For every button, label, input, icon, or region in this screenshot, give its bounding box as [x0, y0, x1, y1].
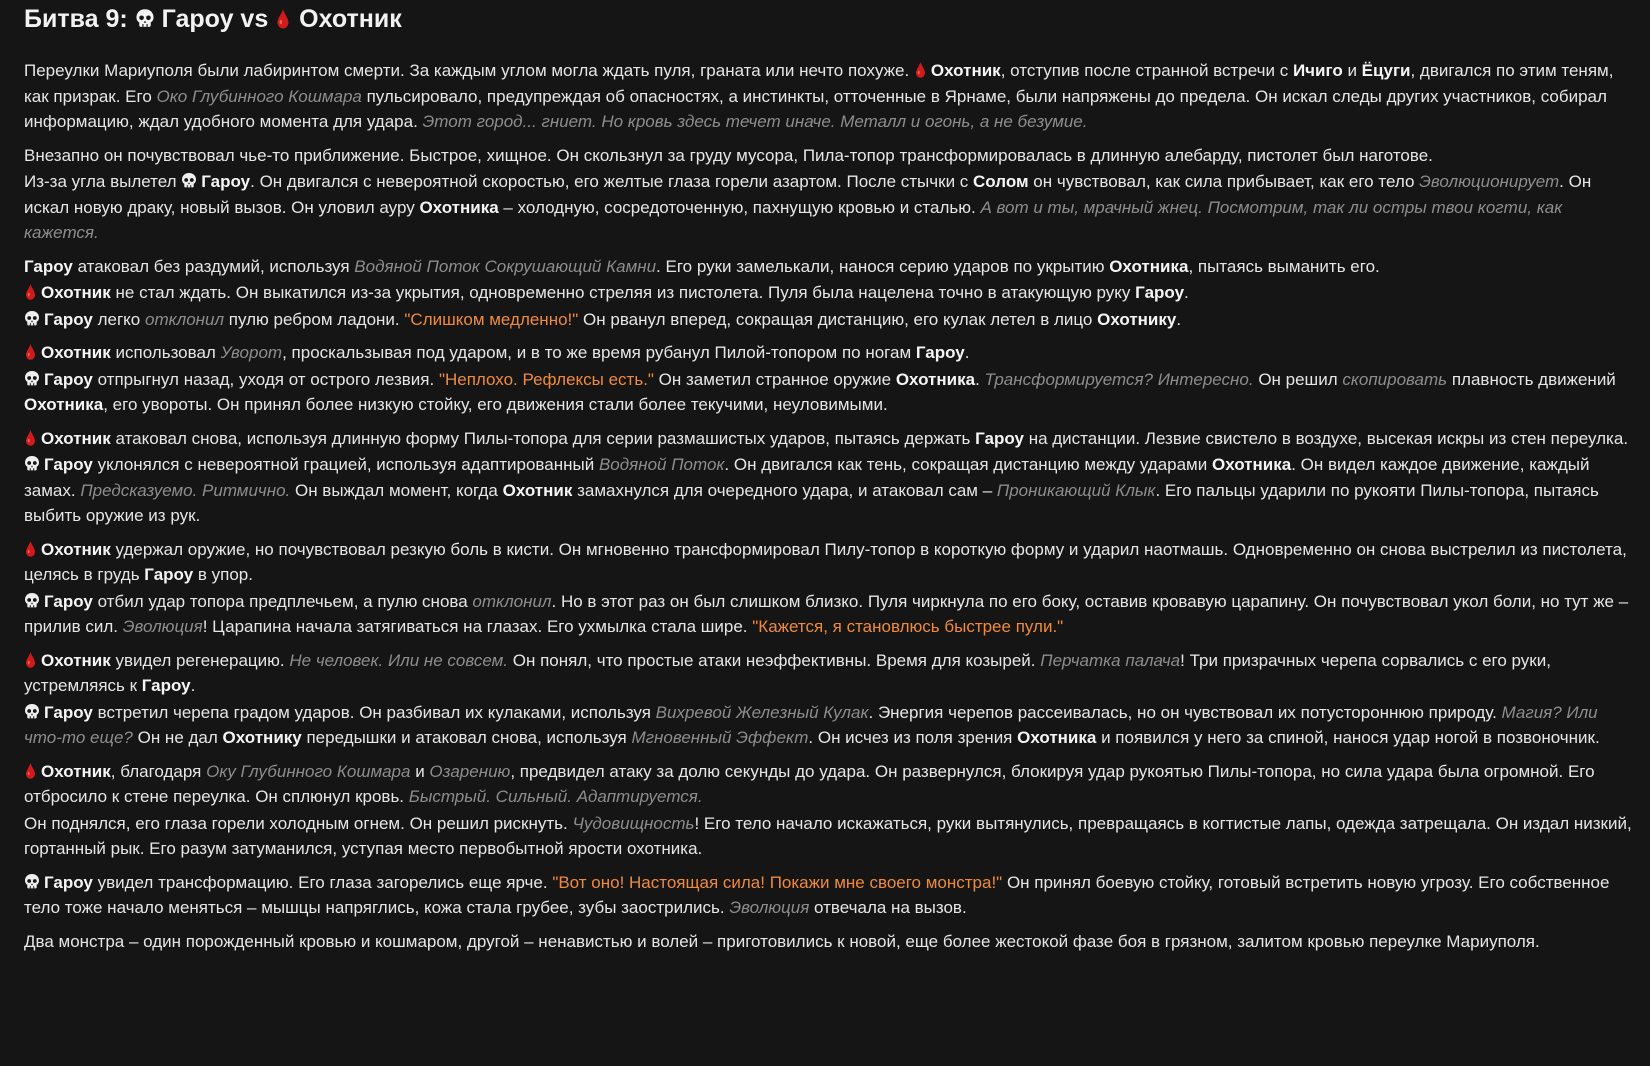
battle-paragraph — [24, 340, 1632, 366]
text-span: увидел трансформацию. Его глаза загорелись еще ярче. — [92, 872, 553, 892]
character-name: Гароу — [44, 369, 93, 389]
battle-paragraph — [24, 307, 1632, 333]
battle-paragraph — [24, 254, 1632, 280]
text-span: . — [964, 343, 970, 362]
character-name: Ичиго — [1292, 61, 1343, 80]
text-span: , пытаясь выманить его. — [1188, 256, 1380, 276]
text-span: в упор. — [193, 565, 253, 584]
blood-drop-icon — [24, 540, 37, 558]
text-span: Он рванул вперед, сокращая дистанцию, его кулак летел в лицо — [578, 309, 1098, 329]
battle-paragraph — [24, 280, 1632, 306]
text-span: , предвидел атаку за долю секунды до удара. Он развернулся, блокируя удар рукоятью Пилы-топора, но сила удара была огромной. Его отбросило к стене переулка. Он сплюнул кровь. — [24, 761, 1595, 806]
title-prefix: Битва 9: — [24, 5, 135, 33]
text-span: Внезапно он почувствовал чье-то приближение. Быстрое, хищное. Он скользнул за груду мусора, Пила-топор трансформировалась в длинную алебарду, пистолет был наготове. — [24, 145, 1433, 165]
character-name: Охотника — [1109, 256, 1189, 276]
italic-text: Предсказуемо. Ритмично. — [80, 480, 291, 500]
italic-text: Проникающий Клык — [996, 480, 1156, 500]
battle-paragraph — [24, 589, 1632, 640]
text-span: ! Три призрачных черепа сорвались с его руки, устремляясь к — [24, 650, 1551, 695]
italic-text: Вихревой Железный Кулак — [655, 702, 869, 722]
text-span: замахнулся для очередного удара, и атаковал сам – — [572, 480, 997, 500]
character-name: Гароу — [975, 428, 1024, 448]
battle-paragraph — [24, 759, 1632, 810]
italic-text: Этот город... гниет. Но кровь здесь течет иначе. Металл и огонь, а не безумие. — [422, 112, 1088, 131]
battle-paragraph — [24, 58, 1632, 135]
blood-drop-icon — [24, 429, 37, 447]
blood-drop-icon — [24, 283, 37, 301]
text-span: . — [190, 676, 196, 695]
character-name: Охотник — [930, 61, 1001, 80]
skull-icon — [24, 370, 40, 388]
character-name: Охотник — [41, 428, 111, 448]
blood-drop-icon — [24, 651, 37, 669]
italic-text: Озарению — [429, 761, 511, 781]
italic-text: Эволюция — [122, 617, 203, 636]
skull-icon — [24, 310, 40, 328]
battle-paragraph — [24, 700, 1632, 751]
blood-drop-icon — [24, 762, 37, 780]
character-name: Гароу — [44, 455, 93, 474]
italic-text: Мгновенный Эффект — [631, 728, 809, 747]
battle-paragraph — [24, 169, 1632, 246]
character-name: Гароу — [915, 343, 965, 362]
character-name: Охотник — [41, 539, 111, 559]
character-name: Охотник — [41, 761, 111, 781]
text-span: он чувствовал, как сила прибывает, как его тело — [1028, 172, 1420, 191]
text-span: плавность движений — [1447, 369, 1616, 389]
battle-paragraph — [24, 426, 1632, 452]
text-span: , отступив после странной встречи с — [1000, 61, 1293, 80]
character-name: Солом — [973, 172, 1029, 191]
blood-drop-icon — [24, 343, 37, 361]
text-span: . Он видел каждое движение, каждый замах. — [24, 455, 1590, 500]
character-name: Охотника — [895, 369, 976, 389]
skull-icon — [24, 592, 40, 610]
text-span: Он понял, что простые атаки неэффективны. Время для козырей. — [508, 650, 1041, 670]
italic-text: Водяной Поток Сокрушающий Камни — [354, 256, 657, 276]
text-span: Переулки Мариуполя были лабиринтом смерти. За каждым углом могла ждать пуля, граната или нечто похуже. — [24, 61, 914, 80]
italic-text: Перчатка палача — [1040, 650, 1181, 670]
character-name: Гароу — [144, 565, 194, 584]
blood-drop-icon — [914, 61, 927, 79]
text-span: атаковал снова, используя длинную форму Пилы-топора для серии размашистых ударов, пытаясь держать — [110, 428, 976, 448]
text-span: , двигался по этим теням, как призрак. Его — [24, 61, 1614, 106]
text-span: уклонялся с невероятной грацией, используя адаптированный — [92, 455, 599, 474]
character-name: Охотник — [41, 650, 111, 670]
character-name: Охотнику — [1097, 309, 1177, 329]
text-span: Два монстра – один порожденный кровью и кошмаром, другой – ненавистью и волей – приготовились к новой, еще более жестокой фазе боя в грязном, залитом кровью переулке Мариуполя. — [24, 931, 1540, 951]
text-span: . Он двигался как тень, сокращая дистанцию между ударами — [724, 455, 1212, 474]
title-fighter-a: Гароу vs — [161, 5, 269, 33]
character-name: Ёцуги — [1361, 61, 1411, 80]
text-span: Он решил — [1253, 369, 1343, 389]
quote-text: "Вот оно! Настоящая сила! Покажи мне своего монстра!" — [552, 872, 1003, 892]
character-name: Охотника — [24, 395, 104, 414]
text-span: . — [1184, 283, 1189, 302]
character-name: Охотника — [1211, 455, 1292, 474]
text-span: . Но в этот раз он был слишком близко. Пуля чиркнула по его боку, оставив кровавую царапину. Он почувствовал укол боли, но тут же – прилив сил. — [24, 591, 1629, 636]
skull-icon — [135, 5, 151, 23]
text-span: использовал — [110, 343, 221, 362]
character-name: Охотник — [502, 480, 573, 500]
italic-text: А вот и ты, мрачный жнец. Посмотрим, так ли остры твои когти, как кажется. — [24, 197, 1563, 242]
italic-text: скопировать — [1342, 369, 1448, 389]
italic-text: Трансформируется? Интересно. — [984, 369, 1254, 389]
skull-icon — [181, 172, 197, 190]
battle-paragraphs — [24, 58, 1632, 954]
quote-text: "Кажется, я становлюсь быстрее пули." — [752, 617, 1064, 636]
text-span: , его увороты. Он принял более низкую стойку, его движения стали более текучими, неуловимыми. — [103, 395, 888, 414]
italic-text: отклонил — [472, 591, 552, 611]
text-span: атаковал без раздумий, используя — [72, 256, 355, 276]
text-span: . Он исчез из поля зрения — [808, 728, 1018, 747]
text-span: и — [410, 761, 430, 781]
character-name: Гароу — [1135, 283, 1185, 302]
skull-icon — [24, 873, 40, 891]
text-span: передышки и атаковал снова, используя — [301, 728, 632, 747]
character-name: Гароу — [201, 172, 251, 191]
skull-icon — [24, 455, 40, 473]
text-span: на дистанции. Лезвие свистело в воздухе, высекая искры из стен переулка. — [1023, 428, 1629, 448]
text-span: . Его пальцы ударили по рукояти Пилы-топора, пытаясь выбить оружие из рук. — [24, 480, 1599, 525]
text-span: легко — [92, 309, 145, 329]
quote-text: "Слишком медленно!" — [404, 309, 579, 329]
text-span: ! Его тело начало искажаться, руки вытянулись, превращаясь в когтистые лапы, одежда затрещала. Он издал низкий, гортанный рык. Его разум затуманился, уступая место первобытной ярости охотника. — [24, 813, 1632, 858]
quote-text: "Неплохо. Рефлексы есть." — [438, 369, 654, 389]
italic-text: отклонил — [144, 309, 225, 329]
battle-paragraph — [24, 811, 1632, 862]
character-name: Охотник — [41, 343, 111, 362]
battle-paragraph — [24, 537, 1632, 588]
text-span: встретил черепа градом ударов. Он разбивал их кулаками, используя — [92, 702, 656, 722]
battle-title — [24, 2, 1632, 36]
italic-text: Водяной Поток — [598, 455, 725, 474]
italic-text: Эволюционирует — [1419, 172, 1560, 191]
character-name: Охотник — [41, 283, 111, 302]
character-name: Охотника — [1017, 728, 1097, 747]
text-span: . Его руки замелькали, нанося серию ударов по укрытию — [656, 256, 1110, 276]
italic-text: Не человек. Или не совсем. — [289, 650, 509, 670]
italic-text: Око Глубинного Кошмара — [156, 86, 362, 106]
text-span: Он поднялся, его глаза горели холодным огнем. Он решил рискнуть. — [24, 813, 573, 833]
title-fighter-b: Охотник — [299, 5, 402, 33]
text-span: отвечала на вызов. — [809, 898, 967, 917]
italic-text: Быстрый. Сильный. Адаптируется. — [408, 787, 703, 806]
text-span: пульсировало, предупреждая об опасностях, а инстинкты, отточенные в Ярнаме, были напряжены до предела. Он искал следы других участников, собирал информацию, ждал удобного момента для удара. — [24, 86, 1607, 131]
character-name: Гароу — [44, 309, 93, 329]
text-span: . Он двигался с невероятной скоростью, его желтые глаза горели азартом. После стычки с — [250, 172, 974, 191]
text-span: ! Царапина начала затягиваться на глазах. Его ухмылка стала шире. — [202, 617, 753, 636]
battle-paragraph — [24, 648, 1632, 699]
text-span: . Он искал новую драку, новый вызов. Он уловил ауру — [24, 172, 1592, 217]
text-span: отпрыгнул назад, уходя от острого лезвия. — [92, 369, 439, 389]
text-span: Он заметил странное оружие — [653, 369, 896, 389]
character-name: Гароу — [44, 702, 93, 722]
italic-text: Уворот — [220, 343, 283, 362]
text-span: и — [1342, 61, 1362, 80]
battle-paragraph — [24, 143, 1632, 169]
text-span: – холодную, сосредоточенную, пахнущую кровью и сталью. — [498, 197, 981, 217]
text-span: Он принял боевую стойку, готовый встретить новую угрозу. Его собственное тело тоже начало меняться – мышцы напряглись, кожа стала грубее, зубы заострились. — [24, 872, 1610, 917]
text-span: , проскальзывая под ударом, и в то же время рубанул Пилой-топором по ногам — [282, 343, 916, 362]
italic-text: Чудовищность — [572, 813, 695, 833]
text-span: Из-за угла вылетел — [24, 172, 182, 191]
text-span: не стал ждать. Он выкатился из-за укрытия, одновременно стреляя из пистолета. Пуля была нацелена точно в атакующую руку — [110, 283, 1136, 302]
battle-paragraph — [24, 452, 1632, 529]
character-name: Гароу — [44, 591, 93, 611]
skull-icon — [24, 703, 40, 721]
text-span: отбил удар топора предплечьем, а пулю снова — [92, 591, 473, 611]
text-span: удержал оружие, но почувствовал резкую боль в кисти. Он мгновенно трансформировал Пилу-топор в короткую форму и ударил наотмашь. Одновременно он снова выстрелил из пистолета, целясь в грудь — [24, 539, 1627, 584]
text-span: Он выждал момент, когда — [290, 480, 503, 500]
character-name: Охотника — [419, 197, 499, 217]
italic-text: Эволюция — [729, 898, 810, 917]
text-span: . — [975, 369, 985, 389]
text-span: , благодаря — [110, 761, 207, 781]
text-span: . — [1176, 309, 1182, 329]
text-span: и появился у него за спиной, нанося удар ногой в позвоночник. — [1096, 728, 1600, 747]
italic-text: Оку Глубинного Кошмара — [206, 761, 411, 781]
text-span: увидел регенерацию. — [110, 650, 290, 670]
battle-paragraph — [24, 367, 1632, 418]
character-name: Гароу — [24, 256, 73, 276]
italic-text: Магия? Или что-то еще? — [24, 702, 1598, 747]
blood-drop-icon — [275, 5, 288, 23]
character-name: Охотнику — [222, 728, 302, 747]
text-span: Он не дал — [132, 728, 223, 747]
text-span: пулю ребром ладони. — [224, 309, 405, 329]
text-span: . Энергия черепов рассеивалась, но он чувствовал их потустороннюю природу. — [868, 702, 1502, 722]
character-name: Гароу — [141, 676, 191, 695]
battle-paragraph — [24, 929, 1632, 955]
battle-paragraph — [24, 870, 1632, 921]
character-name: Гароу — [44, 872, 93, 892]
